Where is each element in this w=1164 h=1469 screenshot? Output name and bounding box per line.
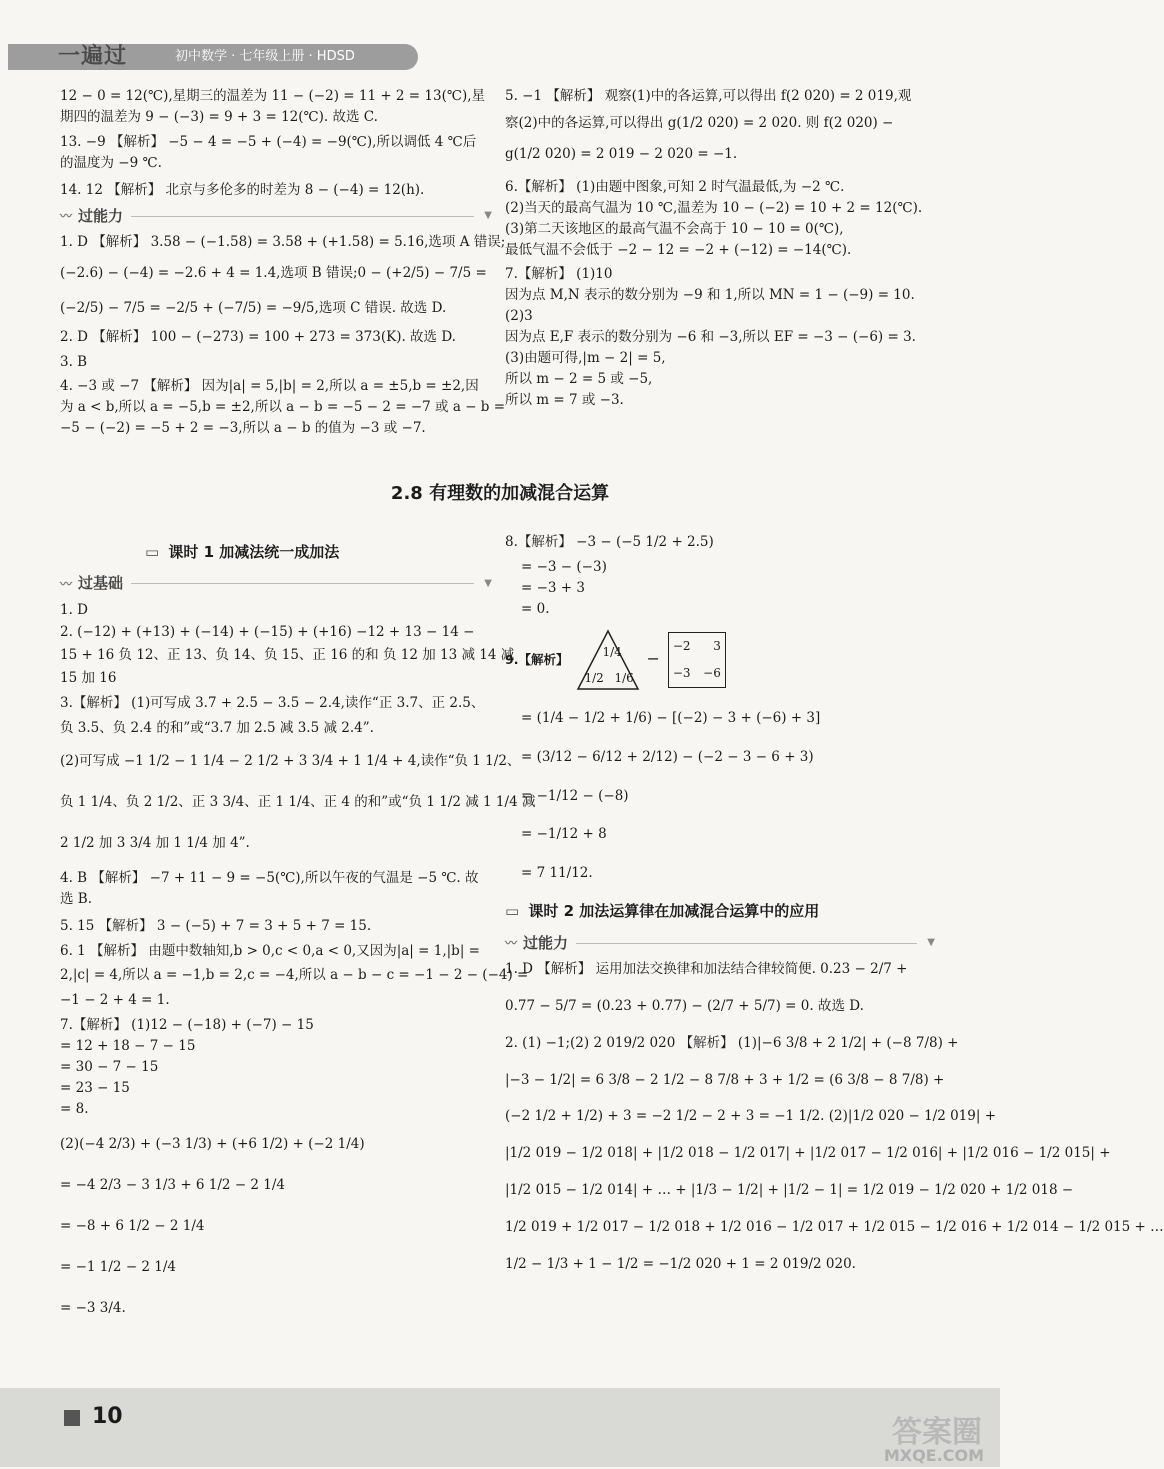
bottom-left-column <box>60 535 536 1319</box>
subject-label: 初中数学 · 七年级上册 · HDSD <box>175 49 355 64</box>
lesson-title: 课时 1 加减法统一成加法 <box>168 543 340 561</box>
text-line: = 30 − 7 − 15 <box>60 1059 159 1076</box>
lesson-2-heading <box>505 900 935 923</box>
text-line: (2)(−4 2/3) + (−3 1/3) + (+6 1/2) + (−2 1/4) <box>60 1135 365 1152</box>
divider <box>131 216 474 217</box>
text-line: |1/2 019 − 1/2 018| + |1/2 018 − 1/2 017| + |1/2 017 − 1/2 016| + |1/2 016 − 1/2 015| + <box>505 1145 1111 1162</box>
text-line: 察(2)中的各运算,可以得出 g(1/2 020) = 2 020. 则 f(2 020) − <box>505 114 894 131</box>
answer-block-ability-left <box>60 232 506 439</box>
brand-logo: 一遍过 <box>58 44 128 69</box>
text-line: (2)当天的最高气温为 10 ℃,温差为 10 − (−2) = 10 + 2 = 12(℃). <box>505 199 923 216</box>
text-line: 2. (−12) + (+13) + (−14) + (−15) + (+16) −12 + 13 − 14 − <box>60 624 475 641</box>
text-line: 8.【解析】 −3 − (−5 1/2 + 2.5) <box>505 534 714 550</box>
text-line: 1. D <box>60 601 88 618</box>
page-header <box>0 40 420 74</box>
text-line: 为 a < b,所以 a = −5,b = ±2,所以 a − b = −5 − 2 = −7 或 a − b = <box>60 399 506 416</box>
answer-block-ability-right <box>505 959 1164 1275</box>
text-line: = −1 1/2 − 2 1/4 <box>60 1258 177 1275</box>
text-line: 2,|c| = 4,所以 a = −1,b = 2,c = −4,所以 a − b − c = −1 − 2 − (−4) = <box>60 967 529 984</box>
text-line: 的温度为 −9 ℃. <box>60 154 162 171</box>
text-line: = 23 − 15 <box>60 1080 130 1097</box>
chevron-down-icon: ▼ <box>927 937 935 949</box>
text-line: (−2.6) − (−4) = −2.6 + 4 = 1.4,选项 B 错误;0 − (+2/5) − 7/5 = <box>60 264 487 281</box>
text-line: = 7 11/12. <box>521 865 593 882</box>
lesson-1-heading <box>60 541 492 564</box>
text-line: = 0. <box>521 600 550 617</box>
text-line: 5. 15 【解析】 3 − (−5) + 7 = 3 + 5 + 7 = 15. <box>60 917 372 934</box>
chevron-down-icon: ▼ <box>484 578 492 590</box>
q9-label: 9.【解析】 <box>505 652 569 667</box>
text-line: 14. 12 【解析】 北京与多伦多的时差为 8 − (−4) = 12(h). <box>60 181 425 198</box>
text-line: (2)3 <box>505 308 533 325</box>
section-title: 过基础 <box>78 574 124 593</box>
text-line: 2. D 【解析】 100 − (−273) = 100 + 273 = 373(K). 故选 D. <box>60 328 456 345</box>
text-line: 0.77 − 5/7 = (0.23 + 0.77) − (2/7 + 5/7) = 0. 故选 D. <box>505 997 864 1014</box>
square-value: 3 <box>713 638 721 653</box>
text-line: 1/2 − 1/3 + 1 − 1/2 = −1/2 020 + 1 = 2 019/2 020. <box>505 1256 856 1273</box>
text-line: (3)由题可得,|m − 2| = 5, <box>505 350 666 367</box>
divider <box>576 943 917 944</box>
page-marker-icon <box>64 1410 80 1426</box>
q9-diagram <box>505 626 935 694</box>
text-line: (2)可写成 −1 1/2 − 1 1/4 − 2 1/2 + 3 3/4 + 1 1/4 + 4,读作“负 1 1/2、 <box>60 753 521 770</box>
triangle-top-value: 1/4 <box>602 644 622 659</box>
text-line: = −4 2/3 − 3 1/3 + 6 1/2 − 2 1/4 <box>60 1176 286 1193</box>
section-marks-icon: 〰 <box>60 576 73 591</box>
text-line: −1 − 2 + 4 = 1. <box>60 992 170 1009</box>
text-line: 负 3.5、负 2.4 的和”或“3.7 加 2.5 减 3.5 减 2.4”. <box>60 720 374 737</box>
text-line: = −3 3/4. <box>60 1299 126 1316</box>
book-icon: ▭ <box>145 543 160 561</box>
text-line: −5 − (−2) = −5 + 2 = −3,所以 a − b 的值为 −3 或 −7. <box>60 420 426 437</box>
text-line: 2 1/2 加 3 3/4 加 1 1/4 加 4”. <box>60 834 250 851</box>
book-icon: ▭ <box>505 902 520 921</box>
section-marks-icon: 〰 <box>60 208 73 223</box>
text-line: 因为点 M,N 表示的数分别为 −9 和 1,所以 MN = 1 − (−9) = 10. <box>505 287 915 304</box>
text-line: (−2/5) − 7/5 = −2/5 + (−7/5) = −9/5,选项 C 错误. 故选 D. <box>60 299 447 316</box>
text-line: 6. 1 【解析】 由题中数轴知,b > 0,c < 0,a < 0,又因为|a| = 1,|b| = <box>60 942 480 959</box>
text-line: = (1/4 − 1/2 + 1/6) − [(−2) − 3 + (−6) + 3] <box>521 709 821 726</box>
square-value: −2 <box>672 638 691 653</box>
square-figure <box>668 632 726 688</box>
text-line: 1. D 【解析】 运用加法交换律和加法结合律较简便. 0.23 − 2/7 + <box>505 960 908 977</box>
top-left-column <box>60 86 506 439</box>
text-line: = −1/12 + 8 <box>521 826 607 843</box>
section-marks-icon: 〰 <box>505 935 518 950</box>
text-line: 4. B 【解析】 −7 + 11 − 9 = −5(℃),所以午夜的气温是 −5 ℃. 故 <box>60 869 479 886</box>
text-line: 15 + 16 负 12、正 13、负 14、负 15、正 16 的和 负 12 加 13 减 14 减 <box>60 647 515 664</box>
divider <box>131 583 474 584</box>
text-line: 7.【解析】 (1)10 <box>505 266 613 283</box>
text-line: 期四的温差为 9 − (−3) = 9 + 3 = 12(℃). 故选 C. <box>60 108 378 125</box>
triangle-left-value: 1/2 <box>584 670 604 685</box>
section-heading-ability-2 <box>505 932 935 955</box>
lesson-title: 课时 2 加法运算律在加减混合运算中的应用 <box>528 902 820 921</box>
minus-sign: − <box>646 649 660 669</box>
text-line: = −1/12 − (−8) <box>521 787 629 804</box>
answer-block-q9 <box>505 708 935 885</box>
text-line: 4. −3 或 −7 【解析】 因为|a| = 5,|b| = 2,所以 a = ±5,b = ±2,因 <box>60 378 479 395</box>
top-right-column <box>505 86 935 411</box>
text-line: 负 1 1/4、负 2 1/2、正 3 3/4、正 1 1/4、正 4 的和”或“负 1 1/2 减 1 1/4 减 <box>60 793 536 810</box>
section-title: 过能力 <box>523 933 569 952</box>
text-line: 1/2 019 + 1/2 017 − 1/2 018 + 1/2 016 − 1/2 017 + 1/2 015 − 1/2 016 + 1/2 014 − 1/2 015 + … <box>505 1219 1164 1236</box>
text-line: = −8 + 6 1/2 − 2 1/4 <box>60 1217 205 1234</box>
square-value: −3 <box>672 666 691 681</box>
text-line: = 8. <box>60 1101 89 1118</box>
page-footer <box>0 1388 1000 1467</box>
section-title: 过能力 <box>78 206 124 225</box>
text-line: 选 B. <box>60 890 93 907</box>
text-line: 因为点 E,F 表示的数分别为 −6 和 −3,所以 EF = −3 − (−6) = 3. <box>505 329 916 346</box>
triangle-figure <box>576 629 640 691</box>
chapter-title: 2.8 有理数的加减混合运算 <box>390 483 610 504</box>
text-line: 所以 m − 2 = 5 或 −5, <box>505 371 653 388</box>
text-line: |−3 − 1/2| = 6 3/8 − 2 1/2 − 8 7/8 + 3 + 1/2 = (6 3/8 − 8 7/8) + <box>505 1071 945 1088</box>
text-line: 13. −9 【解析】 −5 − 4 = −5 + (−4) = −9(℃),所以调低 4 ℃后 <box>60 133 477 150</box>
text-line: 5. −1 【解析】 观察(1)中的各运算,可以得出 f(2 020) = 2 019,观 <box>505 88 912 104</box>
text-line: 1. D 【解析】 3.58 − (−1.58) = 3.58 + (+1.58) = 5.16,选项 A 错误; <box>60 233 506 250</box>
answer-block-top-left <box>60 86 492 201</box>
text-line: 3. B <box>60 353 88 370</box>
chevron-down-icon: ▼ <box>484 210 492 222</box>
text-line: (−2 1/2 + 1/2) + 3 = −2 1/2 − 2 + 3 = −1 1/2. (2)|1/2 020 − 1/2 019| + <box>505 1108 997 1125</box>
text-line: |1/2 015 − 1/2 014| + … + |1/3 − 1/2| + |1/2 − 1| = 1/2 019 − 1/2 020 + 1/2 018 − <box>505 1182 1074 1199</box>
watermark-site: MXQE.COM <box>883 1446 984 1465</box>
text-line: 6.【解析】 (1)由题中图象,可知 2 时气温最低,为 −2 ℃. <box>505 178 845 195</box>
text-line: 12 − 0 = 12(℃),星期三的温差为 11 − (−2) = 11 + 2 = 13(℃),星 <box>60 88 486 104</box>
text-line: 最低气温不会低于 −2 − 12 = −2 + (−12) = −14(℃). <box>505 241 852 258</box>
answer-block-basic-left <box>60 600 536 1319</box>
page-number: 10 <box>92 1404 123 1429</box>
text-line: = (3/12 − 6/12 + 2/12) − (−2 − 3 − 6 + 3) <box>521 748 814 765</box>
bottom-right-column <box>505 532 1164 1275</box>
answer-block-q8 <box>505 532 935 620</box>
text-line: 7.【解析】 (1)12 − (−18) + (−7) − 15 <box>60 1017 314 1034</box>
text-line: g(1/2 020) = 2 019 − 2 020 = −1. <box>505 145 738 162</box>
text-line: 所以 m = 7 或 −3. <box>505 391 624 408</box>
text-line: = −3 + 3 <box>521 579 585 596</box>
text-line: 15 加 16 <box>60 670 117 687</box>
section-heading-ability <box>60 205 492 228</box>
text-line: = −3 − (−3) <box>521 558 607 575</box>
text-line: (3)第二天该地区的最高气温不会高于 10 − 10 = 0(℃), <box>505 220 844 237</box>
watermark-logo: 答案圈 <box>892 1415 982 1450</box>
section-heading-basic <box>60 572 492 595</box>
triangle-right-value: 1/6 <box>614 670 634 685</box>
text-line: 2. (1) −1;(2) 2 019/2 020 【解析】 (1)|−6 3/8 + 2 1/2| + (−8 7/8) + <box>505 1034 959 1051</box>
square-value: −6 <box>703 666 721 681</box>
text-line: = 12 + 18 − 7 − 15 <box>60 1038 196 1055</box>
text-line: 3.【解析】 (1)可写成 3.7 + 2.5 − 3.5 − 2.4,读作“正 3.7、正 2.5、 <box>60 695 485 712</box>
